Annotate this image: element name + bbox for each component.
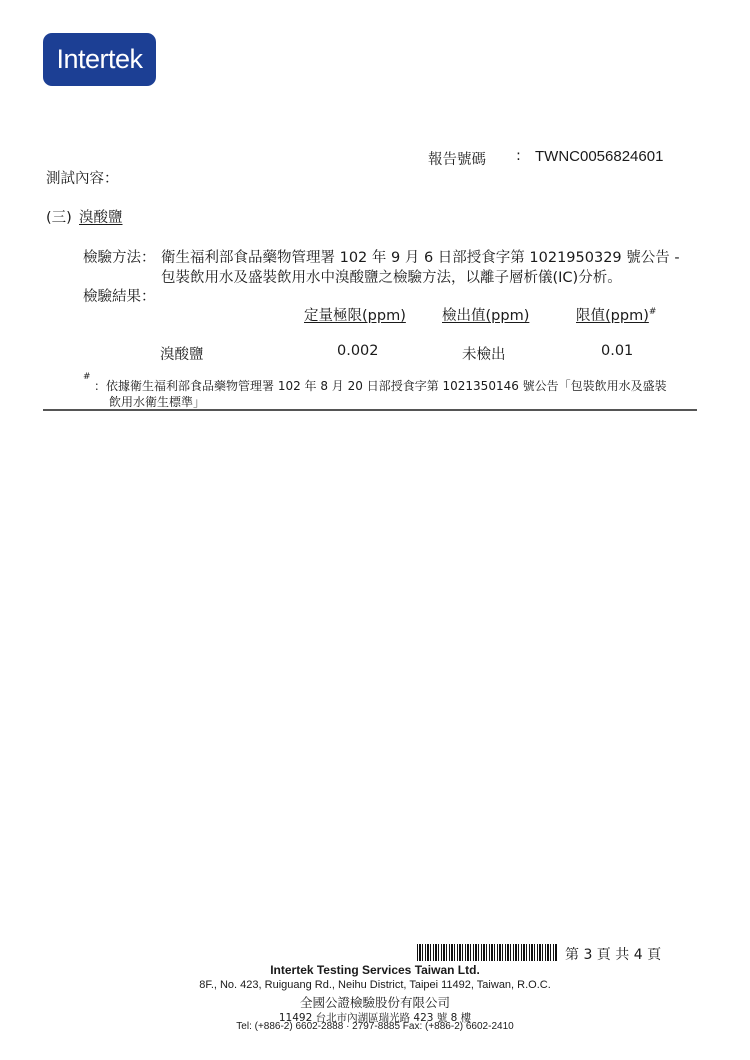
footnote-line-2: 飲用水衛生標準」 — [109, 395, 206, 409]
method-label: 檢驗方法： — [83, 250, 156, 266]
header-limit: 限值(ppm) — [576, 308, 649, 324]
row-limit: 0.01 — [601, 343, 634, 359]
row-analyte: 溴酸鹽 — [160, 347, 204, 363]
footer-contact: Tel: (+886-2) 6602-2888 · 2797-8885 Fax: (+886-2) 6602-2410 — [236, 1021, 514, 1032]
barcode — [417, 944, 557, 961]
footnote-line-1: ：依據衛生福利部食品藥物管理署 102 年 8 月 20 日部授食字第 1021350146 號公告「包裝飲用水及盛裝 — [94, 379, 667, 393]
report-number: TWNC0056824601 — [535, 148, 664, 165]
section-divider — [43, 409, 697, 411]
footer-address-en: 8F., No. 423, Ruiguang Rd., Neihu District, Taipei 11492, Taiwan, R.O.C. — [199, 979, 551, 991]
header-limit-mark: # — [648, 307, 657, 318]
footer-address-zh: 11492 台北市內湖區瑞光路 423 號 8 樓 — [278, 1012, 472, 1024]
row-detected: 未檢出 — [462, 347, 506, 363]
section-index: (三) — [46, 210, 72, 226]
header-loq: 定量極限(ppm) — [304, 308, 406, 324]
header-detected: 檢出值(ppm) — [442, 308, 530, 324]
header-limit-wrap — [576, 304, 656, 325]
intertek-logo — [43, 33, 156, 86]
footer-company-en: Intertek Testing Services Taiwan Ltd. — [270, 963, 480, 977]
test-content-label: 測試內容： — [46, 171, 119, 187]
logo-text: Intertek — [56, 44, 143, 74]
page-number: 第 3 頁 共 4 頁 — [565, 947, 662, 963]
section-title: 溴酸鹽 — [79, 210, 123, 226]
report-number-label: 報告號碼 — [428, 152, 486, 168]
results-label: 檢驗結果： — [83, 289, 156, 305]
footnote-mark: # — [83, 372, 91, 382]
method-line-2: 包裝飲用水及盛裝飲用水中溴酸鹽之檢驗方法，以離子層析儀(IC)分析。 — [161, 270, 622, 286]
method-line-1: 衛生福利部食品藥物管理署 102 年 9 月 6 日部授食字第 1021950329 號公告 - — [161, 250, 680, 266]
report-number-separator: : — [516, 148, 521, 164]
footer-company-zh: 全國公證檢驗股份有限公司 — [299, 995, 450, 1010]
row-loq: 0.002 — [337, 343, 379, 359]
